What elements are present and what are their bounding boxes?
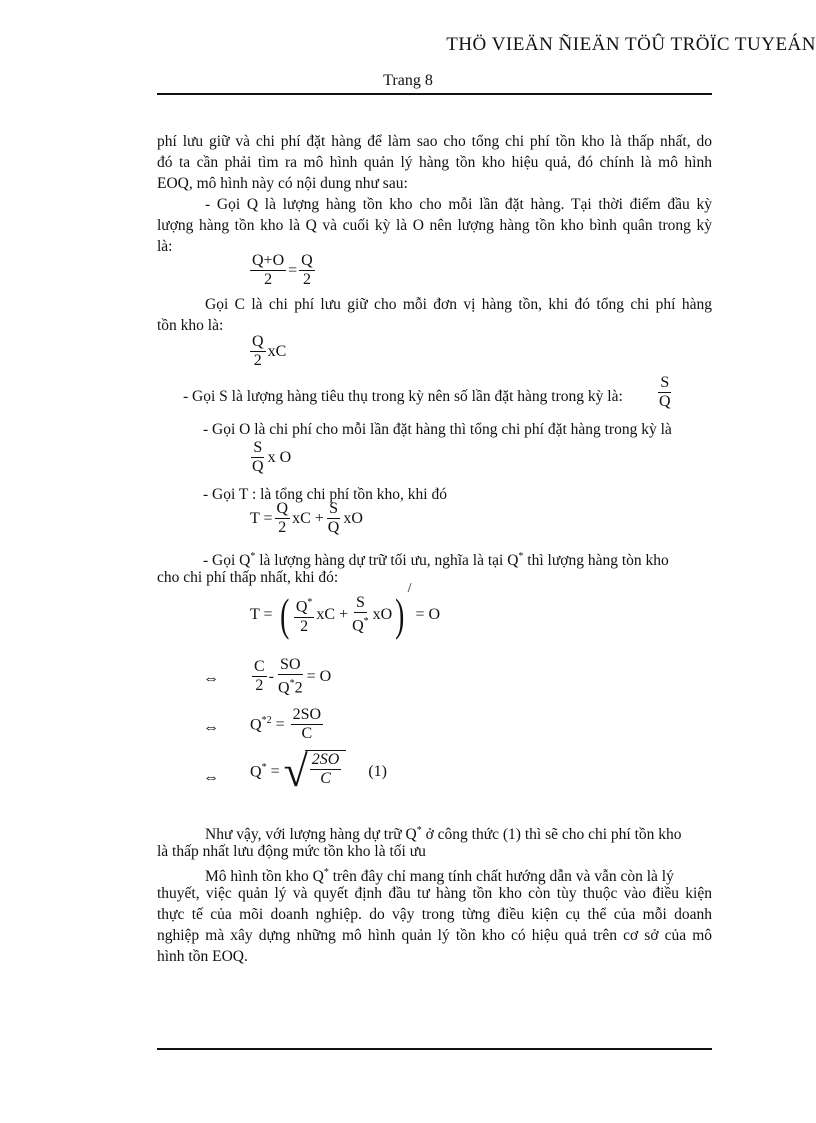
equiv-symbol: ⇔ (203, 769, 219, 786)
formula-step-1: $\frac{C}{2}$ - $\frac{SO}{Q^*2}$ = O (254, 656, 332, 697)
text-line: EOQ, mô hình này có nội dung như sau: (157, 175, 408, 192)
formula-average-inventory: $\frac{Q+O}{2}$ = $\frac{Q}{2}$ (252, 252, 313, 288)
header-divider (157, 93, 712, 95)
formula-step-2: $Q^{*2}$ = $\frac{2SO}{C}$ (250, 706, 322, 742)
text-line: hình tồn EOQ. (157, 948, 248, 965)
formula-total-cost: T = $\frac{Q}{2}$ xC + $\frac{S}{Q}$ xO (250, 500, 363, 536)
text-line: Gọi C là chi phí lưu giữ cho mỗi đơn vị hàng tồn, khi đó tổng chi phí hàng (205, 296, 712, 313)
text-line: là: (157, 238, 173, 255)
text-line: - Gọi S là lượng hàng tiêu thụ trong kỳ nên số lần đặt hàng trong kỳ là: (183, 388, 623, 405)
text-line: nghiệp mà xây dựng những mô hình quản lý tồn kho có hiệu quả trên cơ sở của mô (157, 927, 712, 944)
footer-divider (157, 1048, 712, 1050)
text-line: tồn kho là: (157, 317, 224, 334)
equiv-symbol: ⇔ (203, 719, 219, 736)
text-line: lượng hàng tồn kho là Q và cuối kỳ là O nên lượng hàng tồn kho bình quân trong kỳ (157, 217, 712, 234)
formula-ordering-cost: $\frac{S}{Q}$ x O (252, 439, 292, 475)
text-line: - Gọi Q* là lượng hàng dự trữ tối ưu, nghĩa là tại Q* thì lượng hàng tòn kho (203, 551, 669, 570)
text-line: - Gọi T : là tổng chi phí tồn kho, khi đó (203, 486, 447, 503)
text-line: - Gọi O là chi phí cho mỗi lần đặt hàng thì tổng chi phí đặt hàng trong kỳ là (203, 421, 672, 438)
text-line: Mô hình tồn kho Q* trên đây chỉ mang tính chất hướng dẫn và vẫn còn là lý (205, 867, 674, 886)
equiv-symbol: ⇔ (203, 670, 219, 687)
text-line: đó ta cần phải tìm ra mô hình quản lý hàng tồn kho hiệu quả, đó chính là mô hình (157, 154, 712, 171)
formula-holding-cost: $\frac{Q}{2}$ xC (252, 333, 287, 369)
text-line: cho chi phí thấp nhất, khi đó: (157, 569, 339, 586)
formula-order-count: $\frac{S}{Q}$ (659, 374, 671, 410)
text-line: Như vậy, với lượng hàng dự trữ Q* ở công thức (1) thì sẽ cho chi phí tồn kho (205, 825, 682, 844)
text-line: thực tế của mõi doanh nghiệp. do vậy trong từng điều kiện cụ thể của mỗi doanh (157, 906, 712, 923)
text-line: phí lưu giữ và chi phí đặt hàng để làm sao cho tổng chi phí tồn kho là thấp nhất, do (157, 133, 712, 150)
formula-derivative: T = ( $\frac{Q^*}{2}$ xC + $\frac{S}{Q^*}$ xO)/ = O (250, 581, 441, 640)
header-title: THÖ VIEÄN ÑIEÄN TÖÛ TRÖÏC TUYEÁN (446, 34, 816, 55)
text-line: là thấp nhất lưu động mức tồn kho là tối ưu (157, 843, 426, 860)
equation-label: (1) (368, 763, 387, 780)
formula-eoq: Q* = √ $\frac{2SO}{C}$ (1) (250, 747, 387, 796)
page-number: Trang 8 (383, 72, 433, 89)
text-line: - Gọi Q là lượng hàng tồn kho cho mỗi lần đặt hàng. Tại thời điểm đầu kỳ (205, 196, 712, 213)
text-line: thuyết, việc quản lý và quyết định đầu tư hàng tồn kho còn tùy thuộc vào điều kiện (157, 885, 712, 902)
